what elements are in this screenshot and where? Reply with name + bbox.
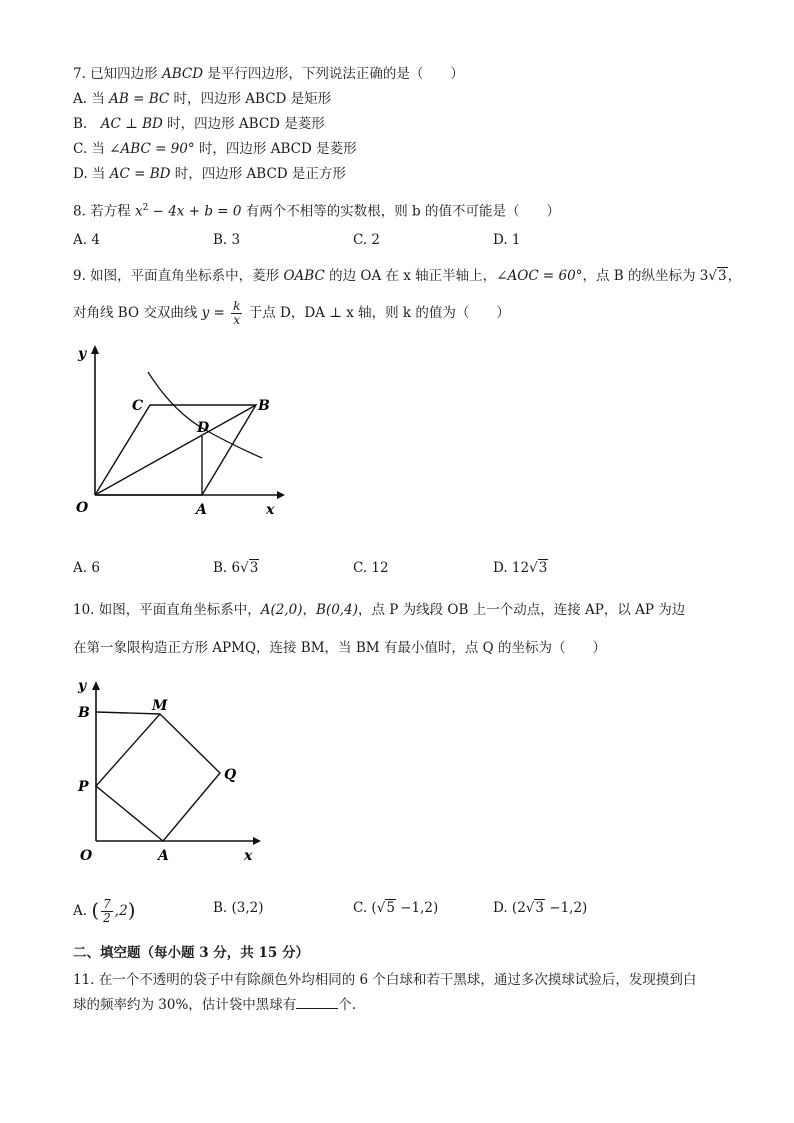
q9-label-a: A: [196, 502, 207, 518]
q7-option-d: D. 当 AC = BD 时，四边形 ABCD 是正方形: [73, 166, 346, 182]
q9-label-b: B: [258, 398, 270, 414]
q9-option-b: B. 6√3: [213, 560, 259, 576]
q10-label-y: y: [78, 678, 87, 694]
q7-option-a: A. 当 AB = BC 时，四边形 ABCD 是矩形: [73, 91, 332, 107]
q9-stem-line1: 9. 如图，平面直角坐标系中，菱形 OABC 的边 OA 在 x 轴正半轴上，∠AOC = 60°，点 B 的纵坐标为 3√3，: [73, 268, 742, 284]
q10-option-b: B. (3,2): [213, 900, 264, 916]
q9-stem-line2: 对角线 BO 交双曲线 y = $\frac{k}{x}$ 于点 D，DA ⊥ x 轴，则 k 的值为（ ）: [73, 299, 510, 327]
q10-stem-line2: 在第一象限构造正方形 APMQ，连接 BM，当 BM 有最小值时，点 Q 的坐标为（ ）: [73, 640, 607, 656]
q9-option-c: C. 12: [353, 560, 389, 576]
q11-answer-blank[interactable]: [296, 995, 338, 1009]
q9-label-d: D: [197, 420, 210, 436]
q7-option-c: C. 当 ∠ABC = 90° 时，四边形 ABCD 是菱形: [73, 141, 357, 157]
q10-option-a: A. ( $\frac{7}{2}$ ,2): [73, 897, 136, 925]
q8-option-d: D. 1: [493, 232, 521, 248]
q10-label-q: Q: [224, 767, 237, 783]
q9-option-d: D. 12√3: [493, 560, 548, 576]
q9-label-o: O: [76, 500, 89, 516]
q10-figure: [70, 676, 265, 866]
q10-label-o: O: [80, 848, 93, 864]
q7-stem: 7. 已知四边形 ABCD 是平行四边形，下列说法正确的是（ ）: [73, 66, 464, 82]
q9-label-c: C: [132, 398, 144, 414]
q10-label-m: M: [152, 698, 168, 714]
q10-label-b: B: [78, 705, 90, 721]
q8-stem: 8. 若方程 $x^2 - 4x + b = 0$ 有两个不相等的实数根，则 b 的值不可能是（ ）: [73, 203, 560, 220]
section-heading: 二、填空题（每小题 3 分，共 15 分）: [73, 945, 309, 961]
q11-stem-line2: 球的频率约为 30%，估计袋中黑球有 个.: [73, 997, 357, 1013]
q10-label-p: P: [78, 779, 89, 795]
q10-stem-line1: 10. 如图，平面直角坐标系中，A(2,0)，B(0,4)，点 P 为线段 OB 上一个动点，连接 AP，以 AP 为边: [73, 602, 686, 618]
q10-label-x: x: [244, 848, 253, 864]
q11-stem-line1: 11. 在一个不透明的袋子中有除颜色外均相同的 6 个白球和若干黑球，通过多次摸球试验后，发现摸到白: [73, 972, 697, 988]
q9-label-y: y: [78, 346, 87, 362]
q8-option-a: A. 4: [73, 232, 100, 248]
q8-option-c: C. 2: [353, 232, 381, 248]
q10-option-c: C. (√5 −1,2): [353, 900, 439, 916]
q9-option-a: A. 6: [73, 560, 100, 576]
q10-label-a: A: [158, 848, 169, 864]
q9-label-x: x: [266, 502, 275, 518]
q8-option-b: B. 3: [213, 232, 241, 248]
q9-figure: [70, 340, 285, 525]
q10-option-d: D. (2√3 −1,2): [493, 900, 588, 916]
q7-option-b: B. AC ⊥ BD 时，四边形 ABCD 是菱形: [73, 116, 325, 132]
